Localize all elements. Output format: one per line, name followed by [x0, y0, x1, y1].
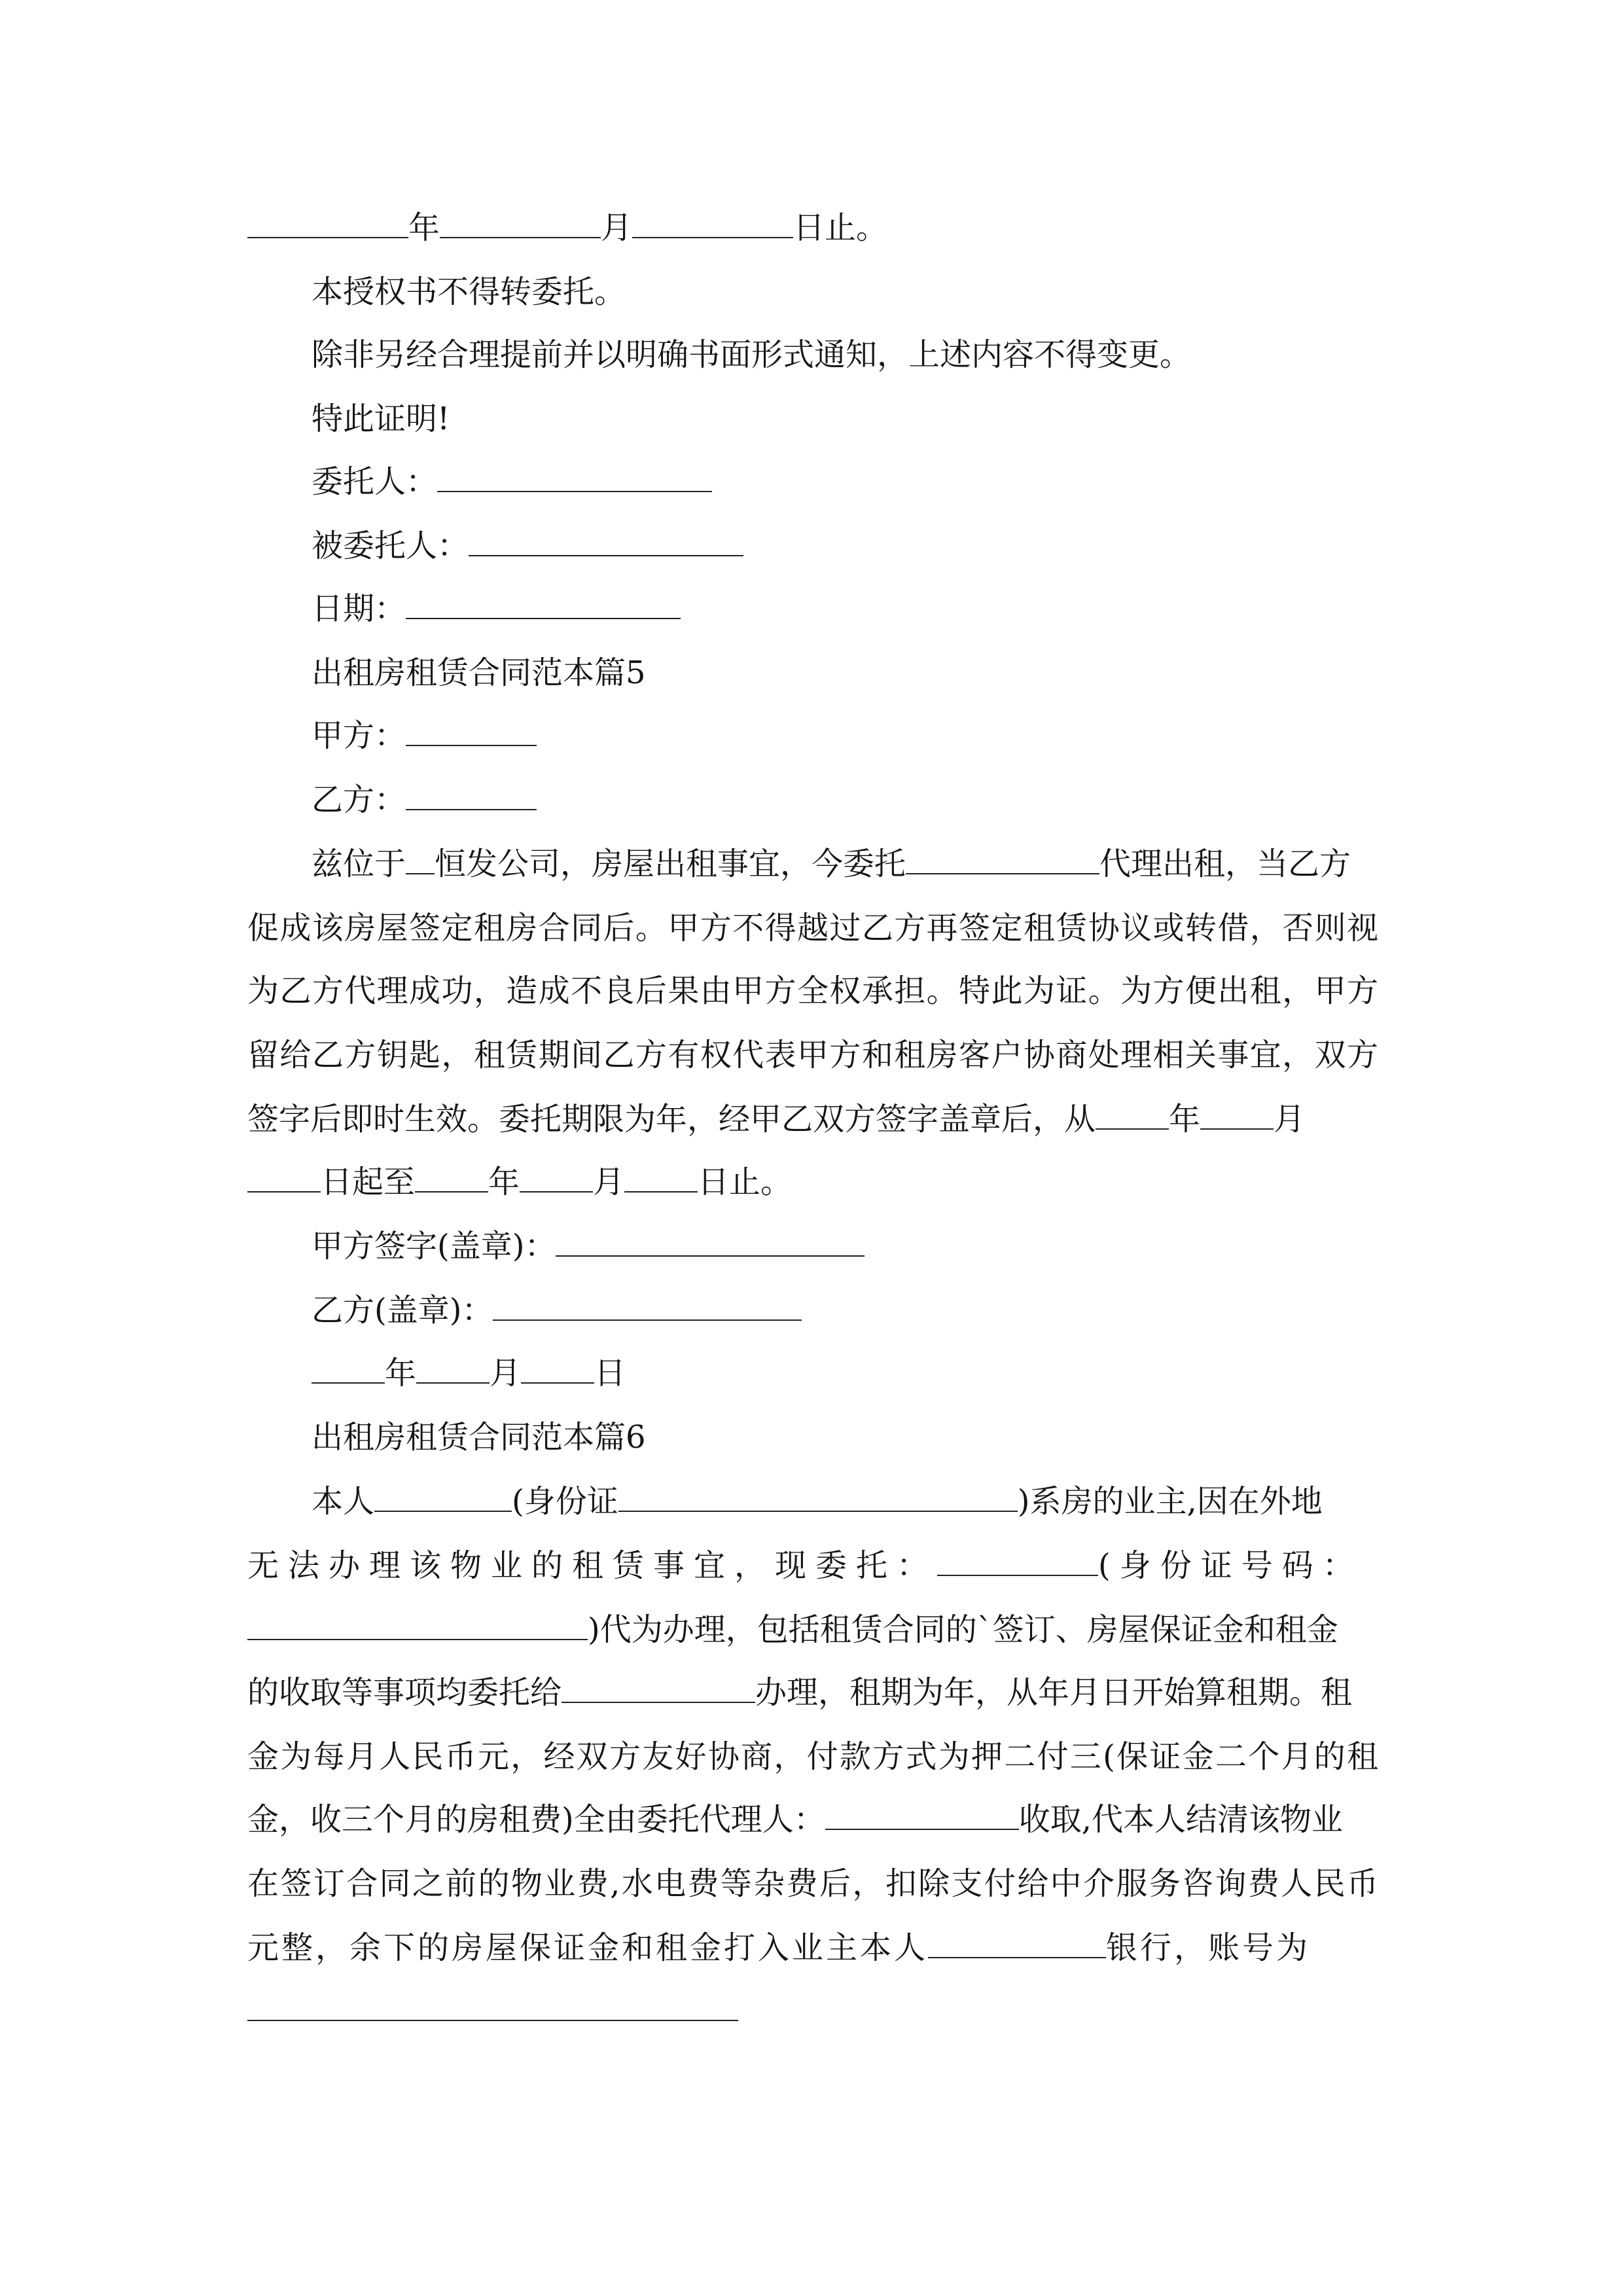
paragraph-line [247, 1100, 1378, 1139]
text-segment: 兹位于 [312, 846, 406, 882]
label-party-a-sign: 甲方签字(盖章)： [312, 1228, 556, 1265]
paragraph-line [247, 1800, 1378, 1839]
paragraph-line: 在签订合同之前的物业费,水电费等杂费后，扣除支付给中介服务咨询费人民币 [247, 1865, 1378, 1902]
blank-field[interactable] [618, 1482, 1018, 1512]
label-party-b-sign: 乙方(盖章)： [312, 1292, 493, 1329]
blank-field[interactable] [247, 208, 408, 238]
paragraph-line [247, 1928, 1378, 1967]
blank-field[interactable] [437, 462, 712, 492]
text-segment: 本人 [312, 1483, 375, 1520]
paragraph-line [247, 1546, 1378, 1585]
text-segment: )代为办理，包括租赁合同的`签订、房屋保证金和租金 [588, 1611, 1338, 1648]
blank-field[interactable] [520, 1162, 593, 1193]
text-segment: (身份证号码： [1098, 1547, 1363, 1584]
label-party-b: 乙方： [312, 781, 406, 818]
blank-field[interactable] [928, 1928, 1106, 1958]
blank-field[interactable] [406, 844, 435, 874]
party-b-sign-line [312, 1291, 1378, 1330]
blank-field[interactable] [493, 1291, 802, 1321]
text-segment: 日起至 [321, 1164, 416, 1200]
blank-field[interactable] [247, 1162, 321, 1193]
blank-field[interactable] [406, 716, 537, 746]
agent-signature-line [312, 526, 1378, 565]
blank-field[interactable] [406, 780, 537, 810]
paragraph-line: 为乙方代理成功，造成不良后果由甲方全权承担。特此为证。为方便出租，甲方 [247, 973, 1378, 1009]
party-a-line [312, 716, 1378, 755]
blank-field[interactable] [556, 1227, 865, 1257]
blank-field[interactable] [416, 1354, 490, 1384]
text-segment: 收取,代本人结清该物业 [1018, 1801, 1343, 1838]
paragraph-line [247, 1162, 1378, 1202]
text-segment: 银行，账号为 [1106, 1929, 1311, 1966]
label-agent: 被委托人： [312, 528, 469, 564]
text-segment: 的收取等事项均委托给 [247, 1674, 562, 1711]
text-segment: 日 [594, 1355, 626, 1391]
party-a-sign-line [312, 1227, 1378, 1266]
blank-field[interactable] [632, 208, 793, 238]
text-segment: 日止。 [698, 1164, 793, 1200]
blank-field[interactable] [415, 1162, 488, 1193]
text-segment: 办理，租期为年，从年月日开始算租期。租 [755, 1674, 1353, 1711]
paragraph: 本授权书不得转委托。 [312, 274, 626, 310]
text-day-end: 日止。 [793, 209, 888, 246]
blank-field[interactable] [825, 1800, 1019, 1830]
text-segment: 金，收三个月的房租费)全由委托代理人： [247, 1801, 825, 1838]
blank-field[interactable] [440, 208, 601, 238]
blank-field[interactable] [312, 1354, 385, 1384]
blank-field[interactable] [374, 1482, 512, 1512]
blank-field[interactable] [1096, 1100, 1169, 1130]
text-month: 月 [601, 209, 633, 246]
section-heading: 出租房租赁合同范本篇5 [312, 655, 646, 691]
section-heading: 出租房租赁合同范本篇6 [312, 1419, 646, 1456]
text-segment: )系房的业主,因在外地 [1017, 1483, 1323, 1520]
text-year: 年 [408, 209, 440, 246]
label-principal: 委托人： [312, 463, 438, 500]
label-date: 日期： [312, 590, 406, 627]
blank-field[interactable] [1200, 1100, 1274, 1130]
date-line [312, 589, 1378, 628]
text-segment: (身份证 [512, 1483, 618, 1520]
paragraph-line: 促成该房屋签定租房合同后。甲方不得越过乙方再签定租赁协议或转借，否则视 [247, 910, 1378, 946]
text-segment: 签字后即时生效。委托期限为年，经甲乙双方签字盖章后，从 [247, 1101, 1096, 1138]
text-segment: 年 [1169, 1101, 1201, 1138]
text-segment: 月 [1274, 1101, 1306, 1138]
paragraph-line [312, 1482, 1378, 1521]
blank-field[interactable] [247, 1610, 588, 1640]
date-end-line [247, 208, 1378, 247]
principal-signature-line [312, 462, 1378, 501]
paragraph-line: 留给乙方钥匙，租赁期间乙方有权代表甲方和租房客户协商处理相关事宜，双方 [247, 1037, 1378, 1073]
paragraph-line [247, 1673, 1378, 1712]
paragraph-line: 金为每月人民币元，经双方友好协商，付款方式为押二付三(保证金二个月的租 [247, 1738, 1378, 1775]
paragraph: 特此证明! [312, 401, 450, 437]
text-segment: 年 [488, 1164, 520, 1200]
account-number-line [247, 1991, 1378, 2030]
text-segment: 代理出租，当乙方 [1099, 846, 1351, 882]
label-party-a: 甲方： [312, 717, 406, 754]
party-b-line [312, 780, 1378, 819]
paragraph: 除非另经合理提前并以明确书面形式通知，上述内容不得变更。 [312, 336, 1192, 373]
text-segment: 元整，余下的房屋保证金和租金打入业主本人 [247, 1929, 929, 1966]
blank-field[interactable] [562, 1673, 755, 1703]
paragraph-line [247, 1610, 1378, 1649]
text-segment: 月 [490, 1355, 522, 1391]
blank-field[interactable] [624, 1162, 698, 1193]
blank-field[interactable] [406, 589, 681, 619]
text-segment: 年 [385, 1355, 417, 1391]
blank-field[interactable] [469, 526, 743, 556]
text-segment: 月 [593, 1164, 625, 1200]
sign-date-line [312, 1354, 1378, 1393]
blank-field[interactable] [906, 844, 1099, 874]
blank-field[interactable] [247, 1991, 738, 2021]
text-segment: 无法办理该物业的租赁事宜，现委托： [247, 1547, 938, 1584]
paragraph-line [312, 844, 1378, 884]
text-segment: 恒发公司，房屋出租事宜，今委托 [435, 846, 906, 882]
blank-field[interactable] [937, 1546, 1098, 1576]
blank-field[interactable] [521, 1354, 594, 1384]
